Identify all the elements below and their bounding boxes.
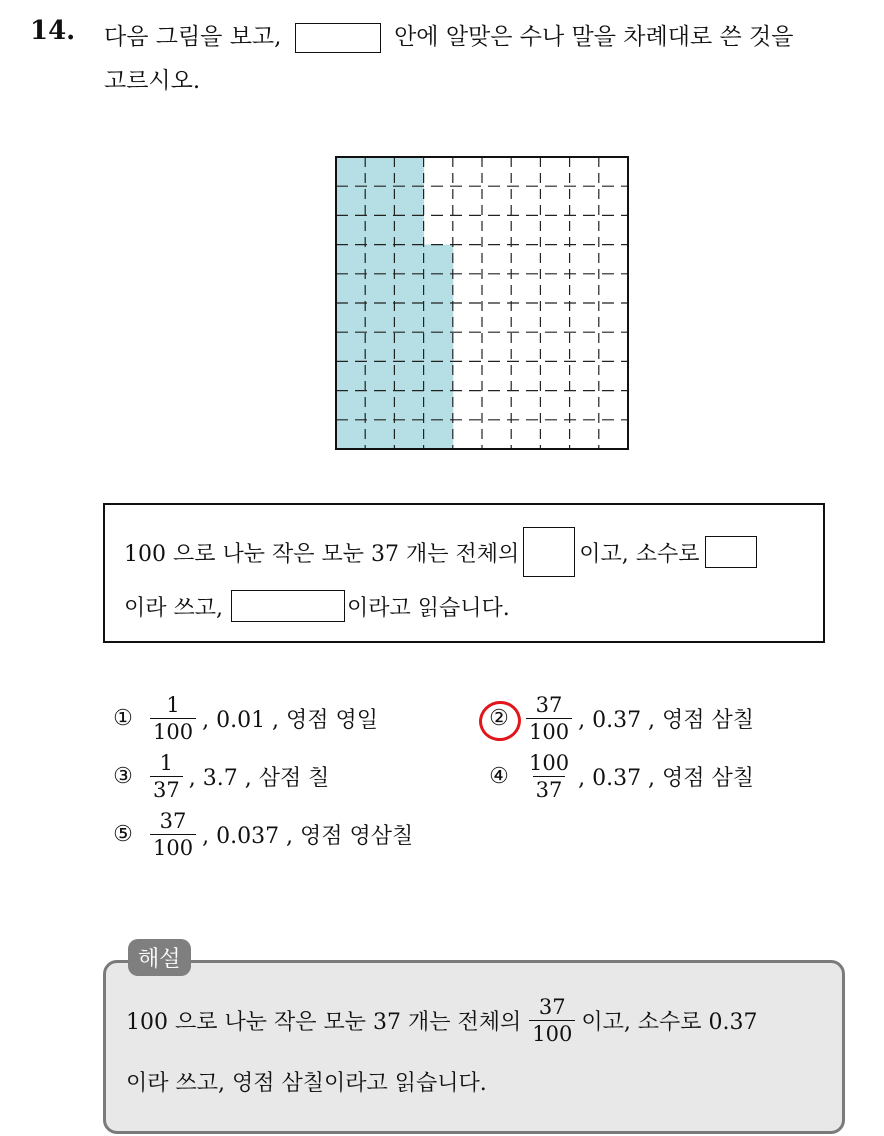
choice-number: ① xyxy=(113,706,133,732)
shaded-cell xyxy=(394,245,424,275)
shaded-cell xyxy=(394,274,424,304)
fraction-blank xyxy=(523,527,575,577)
choice-fraction xyxy=(526,694,572,743)
fraction-denominator: 100 xyxy=(526,718,572,743)
choice-1[interactable] xyxy=(110,694,378,743)
fraction-numerator: 37 xyxy=(159,809,187,833)
question-number: 14. xyxy=(30,16,76,46)
shaded-cell xyxy=(394,420,424,450)
choice-5[interactable] xyxy=(110,810,413,859)
shaded-cell xyxy=(365,303,395,333)
shaded-cell xyxy=(336,391,366,421)
shaded-cell xyxy=(336,157,366,187)
fraction-numerator: 37 xyxy=(538,995,566,1019)
solution-fraction xyxy=(529,996,575,1045)
shaded-cell xyxy=(424,361,454,391)
question-text-a: 다음 그림을 보고, xyxy=(104,24,282,50)
shaded-cell xyxy=(336,274,366,304)
shaded-cell xyxy=(365,420,395,450)
choice-4[interactable] xyxy=(486,752,754,801)
fraction-denominator: 37 xyxy=(150,776,183,801)
condition-text-c: 이라 쓰고, xyxy=(124,595,223,621)
shaded-cell xyxy=(336,361,366,391)
question-text-b: 안에 알맞은 수나 말을 차례대로 쓴 것을 xyxy=(394,24,794,50)
shaded-cell xyxy=(365,361,395,391)
condition-text-d: 이라고 읽습니다. xyxy=(347,595,510,621)
choice-text: , 0.37 , 영점 삼칠 xyxy=(578,766,755,792)
shaded-cell xyxy=(394,157,424,187)
solution-tag: 해설 xyxy=(128,939,191,976)
shaded-cell xyxy=(394,215,424,245)
choice-number: ② xyxy=(486,706,512,731)
fraction-numerator: 100 xyxy=(529,751,570,775)
shaded-cell xyxy=(336,303,366,333)
solution-box xyxy=(103,960,845,1134)
shaded-cell xyxy=(336,245,366,275)
shaded-cell xyxy=(365,215,395,245)
shaded-cell xyxy=(424,303,454,333)
shaded-cell xyxy=(365,245,395,275)
condition-line-2 xyxy=(124,590,510,622)
fraction-denominator: 37 xyxy=(533,776,566,801)
shaded-cell xyxy=(424,245,454,275)
solution-line-2: 이라 쓰고, 영점 삼칠이라고 읽습니다. xyxy=(126,1071,487,1096)
solution-line-1 xyxy=(126,996,758,1045)
choice-3[interactable] xyxy=(110,752,329,801)
choice-2[interactable] xyxy=(486,694,754,743)
choice-text: , 3.7 , 삼점 칠 xyxy=(188,766,330,792)
shaded-cell xyxy=(394,303,424,333)
question-line-1 xyxy=(104,18,793,53)
shaded-cell xyxy=(424,420,454,450)
shaded-cell xyxy=(365,391,395,421)
choice-fraction xyxy=(150,810,196,859)
fraction-numerator: 37 xyxy=(535,693,563,717)
shaded-cell xyxy=(365,274,395,304)
shaded-cell xyxy=(336,215,366,245)
choice-number: ④ xyxy=(489,764,509,790)
shaded-cell xyxy=(365,157,395,187)
shaded-cell xyxy=(424,332,454,362)
fraction-denominator: 100 xyxy=(529,1020,575,1045)
choice-fraction xyxy=(150,752,183,801)
shaded-cell xyxy=(394,391,424,421)
question-line-2: 고르시오. xyxy=(104,68,201,94)
condition-text-a: 100 으로 나눈 작은 모눈 37 개는 전체의 xyxy=(124,541,520,567)
reading-blank xyxy=(231,590,345,622)
fraction-denominator: 100 xyxy=(150,718,196,743)
choice-fraction xyxy=(150,694,196,743)
choice-text: , 0.37 , 영점 삼칠 xyxy=(578,708,755,734)
shaded-cell xyxy=(394,186,424,216)
shaded-cell xyxy=(365,186,395,216)
solution-text-b: 이고, 소수로 0.37 xyxy=(581,1010,758,1036)
grid-figure xyxy=(335,156,629,450)
solution-text-a: 100 으로 나눈 작은 모눈 37 개는 전체의 xyxy=(126,1010,522,1036)
shaded-cell xyxy=(365,332,395,362)
condition-text-b: 이고, 소수로 xyxy=(579,541,700,567)
fraction-numerator: 1 xyxy=(166,693,180,717)
choice-number: ③ xyxy=(113,764,133,790)
condition-line-1 xyxy=(124,527,757,577)
shaded-cell xyxy=(424,391,454,421)
shaded-cell xyxy=(336,186,366,216)
shaded-cell xyxy=(336,420,366,450)
fraction-numerator: 1 xyxy=(159,751,174,775)
fraction-denominator: 100 xyxy=(150,834,196,859)
shaded-cell xyxy=(394,361,424,391)
choice-text: , 0.037 , 영점 영삼칠 xyxy=(202,824,414,850)
choice-text: , 0.01 , 영점 영일 xyxy=(202,708,379,734)
shaded-cell xyxy=(424,274,454,304)
shaded-cell xyxy=(394,332,424,362)
decimal-blank xyxy=(705,536,757,568)
shaded-cell xyxy=(336,332,366,362)
choice-fraction xyxy=(526,752,572,801)
choice-number: ⑤ xyxy=(113,822,133,848)
answer-blank-box xyxy=(295,23,381,53)
